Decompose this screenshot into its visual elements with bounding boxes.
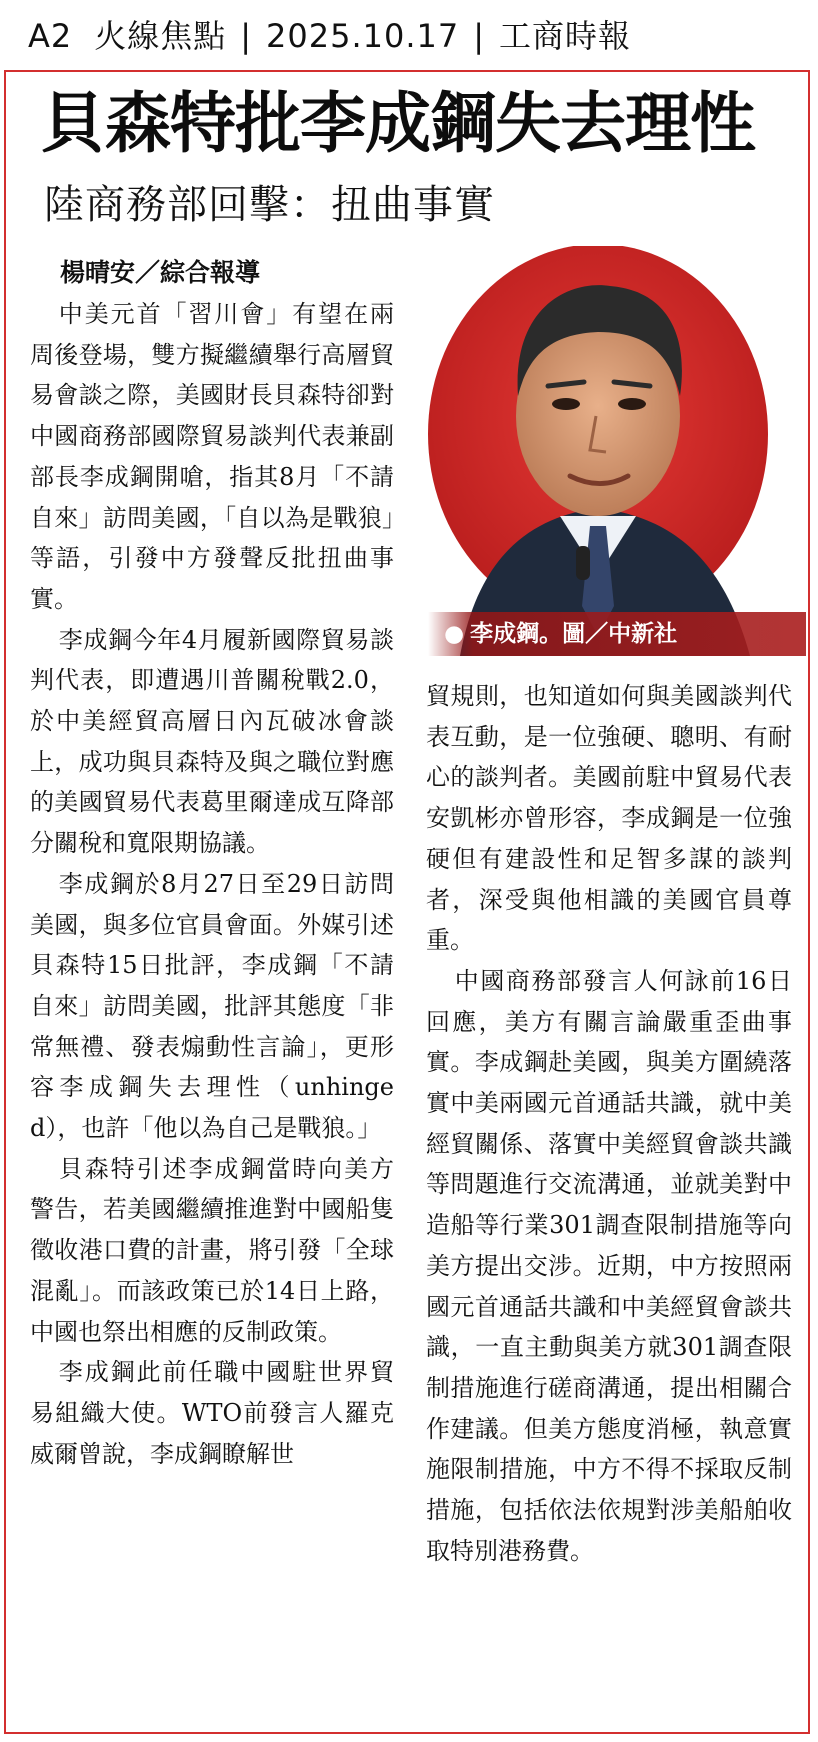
article-paragraph: 貝森特引述李成鋼當時向美方警告，若美國繼續推進對中國船隻徵收港口費的計畫，將引發「全球混亂」。而該政策已於14日上路，中國也祭出相應的反制政策。 [30,1154,394,1346]
photo-caption [428,612,806,656]
issue-date: 2025.10.17 [266,17,460,55]
byline: 楊晴安／綜合報導 [60,258,261,287]
page-number: A2 [28,17,73,55]
separator: | [240,17,253,55]
headline: 貝森特批李成鋼失去理性 [40,85,755,162]
photo-caption-text: 李成鋼。圖／中新社 [470,621,678,647]
article-column-left [30,294,394,1474]
article-paragraph-continued: 貿規則，也知道如何與美國談判代表互動，是一位強硬、聰明、有耐心的談判者。美國前駐中貿易代表安凱彬亦曾形容，李成鋼是一位強硬但有建設性和足智多謀的談判者，深受與他相識的美國官員尊重。 [426,682,792,955]
article-paragraph: 中國商務部發言人何詠前16日回應，美方有關言論嚴重歪曲事實。李成鋼赴美國，與美方圍繞落實中美兩國元首通話共識，就中美經貿關係、落實中美經貿會談共識等問題進行交流溝通，並就美對中造船等行業301調查限制措施等向美方提出交涉。近期，中方按照兩國元首通話共識和中美經貿會談共識，一直主動與美方就301調查限制措施進行磋商溝通，提出相關合作建議。但美方態度消極，執意實施限制措施，中方不得不採取反制措施，包括依法依規對涉美船舶收取特別港務費。 [426,966,792,1565]
section-name: 火線焦點 [94,17,227,55]
article-column-right [426,676,792,1571]
publication-name: 工商時報 [499,17,632,55]
article-paragraph: 李成鋼於8月27日至29日訪問美國，與多位官員會面。外媒引述貝森特15日批評，李成鋼「不請自來」訪問美國，批評其態度「非常無禮、發表煽動性言論」，更形容李成鋼失去理性（unhinged），也許「他以為自己是戰狼。」 [30,869,394,1143]
article-paragraph: 李成鋼今年4月履新國際貿易談判代表，即遭遇川普關稅戰2.0，於中美經貿高層日內瓦破冰會談上，成功與貝森特及與之職位對應的美國貿易代表葛里爾達成互降部分關稅和寬限期協議。 [30,625,394,858]
bullet-icon: ● [444,621,465,647]
separator: | [473,17,486,55]
page-header [28,14,808,58]
article-paragraph: 李成鋼此前任職中國駐世界貿易組織大使。WTO前發言人羅克威爾曾說，李成鋼瞭解世 [30,1358,394,1468]
article-paragraph: 中美元首「習川會」有望在兩周後登場，雙方擬繼續舉行高層貿易會談之際，美國財長貝森特卻對中國商務部國際貿易談判代表兼副部長李成鋼開嗆，指其8月「不請自來」訪問美國，「自以為是戰狼」等語，引發中方發聲反批扭曲事實。 [30,300,394,613]
subheadline: 陸商務部回擊：扭曲事實 [44,182,495,228]
portrait-photo [420,246,806,656]
